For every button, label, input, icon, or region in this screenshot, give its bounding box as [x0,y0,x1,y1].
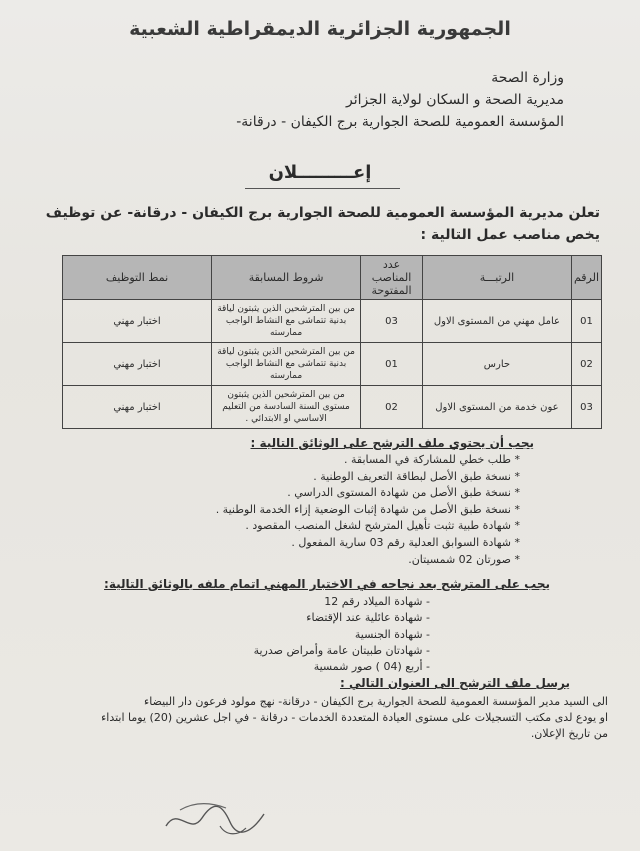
directorate-name: مديرية الصحة و السكان لولاية الجزائر [346,92,564,108]
list-item: * شهادة السوابق العدلية رقم 03 سارية المفعول . [40,535,520,552]
row-mode: اختبار مهني [63,386,212,429]
row-mode: اختبار مهني [63,343,212,386]
row-grade: حارس [422,343,571,386]
header-conditions: شروط المسابقة [212,256,361,300]
row-positions: 02 [361,386,423,429]
header-grade: الرتبـــة [422,256,571,300]
table-row [63,386,602,429]
row-conditions: من بين المترشحين الذين يثبتون مستوى السنة السادسة من التعليم الاساسي او الابتدائي . [212,386,361,429]
list-item: * نسخة طبق الأصل من شهادة إثبات الوضعية إزاء الخدمة الوطنية . [40,502,520,519]
sending-address [28,694,608,742]
list-item: * نسخة طبق الأصل من شهادة المستوى الدراسي . [40,485,520,502]
documents-list [40,452,520,568]
positions-table [62,255,602,429]
row-mode: اختبار مهني [63,300,212,343]
header-mode: نمط التوظيف [63,256,212,300]
row-num: 02 [571,343,601,386]
list-item: * نسخة طبق الأصل لبطاقة التعريف الوطنية . [40,469,520,486]
announcement-intro: تعلن مديرية المؤسسة العمومية للصحة الجوارية برج الكيفان - درقانة- عن توظيف يخص مناصب عمل التالية : [45,205,600,243]
list-item: - شهادتان طبيتان عامة وأمراض صدرية [30,643,430,659]
list-item: * شهادة طبية تثبت تأهيل المترشح لشغل المنصب المقصود . [40,518,520,535]
list-item: * طلب خطي للمشاركة في المسابقة . [40,452,520,469]
table-row [63,343,602,386]
handwritten-signature [160,796,280,840]
address-line: او يودع لدى مكتب التسجيلات على مستوى العيادة المتعددة الخدمات - درقانة - في اجل عشرين (20) يوما ابتداء [101,711,608,724]
row-positions: 01 [361,343,423,386]
republic-title: الجمهورية الجزائرية الديمقراطية الشعبية [129,18,511,40]
after-success-list [30,594,430,675]
address-line: الى السيد مدير المؤسسة العمومية للصحة الجوارية برج الكيفان - درقانة- نهج مولود فرعون دار البيضاء [144,695,608,708]
row-conditions: من بين المترشحين الذين يثبتون لياقة بدنية تتماشى مع النشاط الواجب ممارسته [212,343,361,386]
ministry-name: وزارة الصحة [491,70,564,86]
table-header-row [63,256,602,300]
row-grade: عامل مهني من المستوى الاول [422,300,571,343]
sending-title: يرسل ملف الترشح الى العنوان التالي : [340,676,570,690]
list-item: - شهادة عائلية عند الإقتضاء [30,610,430,626]
row-conditions: من بين المترشحين الذين يثبتون لياقة بدنية تتماشى مع النشاط الواجب ممارسته [212,300,361,343]
row-num: 01 [571,300,601,343]
after-success-title: يجب على المترشح بعد نجاحه في الاختبار المهني اتمام ملفه بالوثائق التالية: [104,577,550,591]
announcement-title: إعـــــــــلان [268,162,372,183]
list-item: * صورتان 02 شمسيتان. [40,552,520,569]
row-num: 03 [571,386,601,429]
table-row [63,300,602,343]
header-positions: عدد المناصب المفتوحة [361,256,423,300]
institution-name: المؤسسة العمومية للصحة الجوارية برج الكيفان - درقانة- [236,114,564,130]
address-line: من تاريخ الإعلان. [530,727,608,740]
row-positions: 03 [361,300,423,343]
list-item: - شهادة الجنسية [30,627,430,643]
row-grade: عون خدمة من المستوى الاول [422,386,571,429]
documents-title: يجب أن يحتوي ملف الترشح على الوثائق التالية : [250,436,534,450]
list-item: - أربع (04 ) صور شمسية [30,659,430,675]
announcement-underline [245,188,400,189]
header-num: الرقم [571,256,601,300]
list-item: - شهادة الميلاد رقم 12 [30,594,430,610]
